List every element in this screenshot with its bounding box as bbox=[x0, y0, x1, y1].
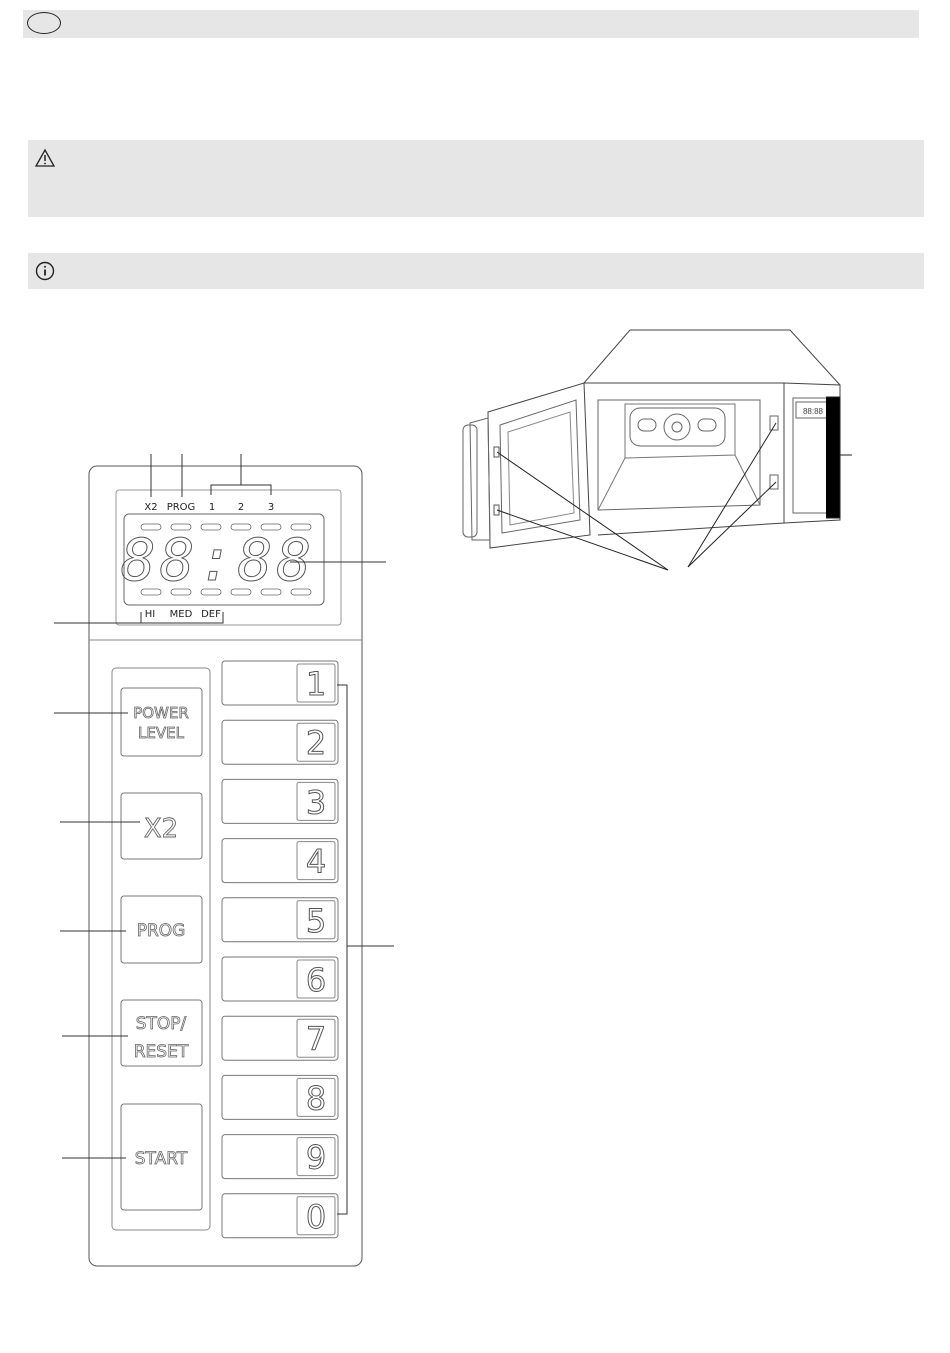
number-key-label: 2 bbox=[305, 724, 327, 763]
start-label: START bbox=[134, 1149, 188, 1169]
number-key-4[interactable] bbox=[222, 839, 338, 883]
indicator-label-x2: X2 bbox=[144, 502, 158, 513]
number-key-2[interactable] bbox=[222, 720, 338, 764]
stop-reset-button[interactable] bbox=[121, 1000, 202, 1066]
number-key-8[interactable] bbox=[222, 1075, 338, 1119]
number-key-0[interactable] bbox=[222, 1194, 338, 1238]
indicator-label-med: MED bbox=[169, 609, 193, 620]
number-key-label: 1 bbox=[305, 665, 327, 703]
number-key-7[interactable] bbox=[222, 1016, 338, 1060]
display-readout: 88:88 bbox=[120, 526, 316, 594]
number-key-9[interactable] bbox=[222, 1135, 338, 1179]
power-level-label-1: POWER bbox=[133, 704, 189, 722]
start-button[interactable] bbox=[121, 1104, 202, 1210]
number-key-1[interactable] bbox=[222, 661, 338, 705]
number-key-3[interactable] bbox=[222, 779, 338, 823]
svg-text:88:88: 88:88 bbox=[802, 407, 824, 416]
number-key-label: 7 bbox=[305, 1020, 327, 1059]
number-key-label: 3 bbox=[305, 783, 327, 822]
prog-button[interactable] bbox=[121, 896, 202, 963]
button-column bbox=[112, 668, 210, 1230]
number-key-label: 0 bbox=[305, 1197, 327, 1236]
microwave-illustration bbox=[463, 330, 840, 548]
number-key-label: 9 bbox=[305, 1138, 327, 1177]
power-level-label-2: LEVEL bbox=[138, 724, 184, 742]
number-keys bbox=[222, 661, 338, 1238]
stop-label: STOP/ bbox=[135, 1014, 187, 1034]
indicator-label-3: 3 bbox=[267, 502, 275, 513]
indicator-label-2: 2 bbox=[237, 502, 245, 513]
number-key-label: 4 bbox=[305, 842, 327, 881]
number-key-label: 8 bbox=[305, 1079, 327, 1118]
power-level-button[interactable] bbox=[121, 688, 202, 756]
number-key-label: 5 bbox=[305, 901, 327, 940]
x2-label: X2 bbox=[143, 814, 179, 844]
reset-label: RESET bbox=[133, 1042, 189, 1062]
prog-label: PROG bbox=[136, 921, 186, 941]
indicator-label-1: 1 bbox=[208, 502, 216, 513]
number-key-label: 6 bbox=[305, 961, 327, 999]
indicator-label-hi: HI bbox=[144, 609, 156, 620]
x2-button[interactable] bbox=[121, 793, 202, 859]
indicator-label-prog: PROG bbox=[166, 502, 196, 513]
indicator-label-def: DEF bbox=[201, 609, 221, 620]
number-key-5[interactable] bbox=[222, 898, 338, 942]
number-key-6[interactable] bbox=[222, 957, 338, 1001]
